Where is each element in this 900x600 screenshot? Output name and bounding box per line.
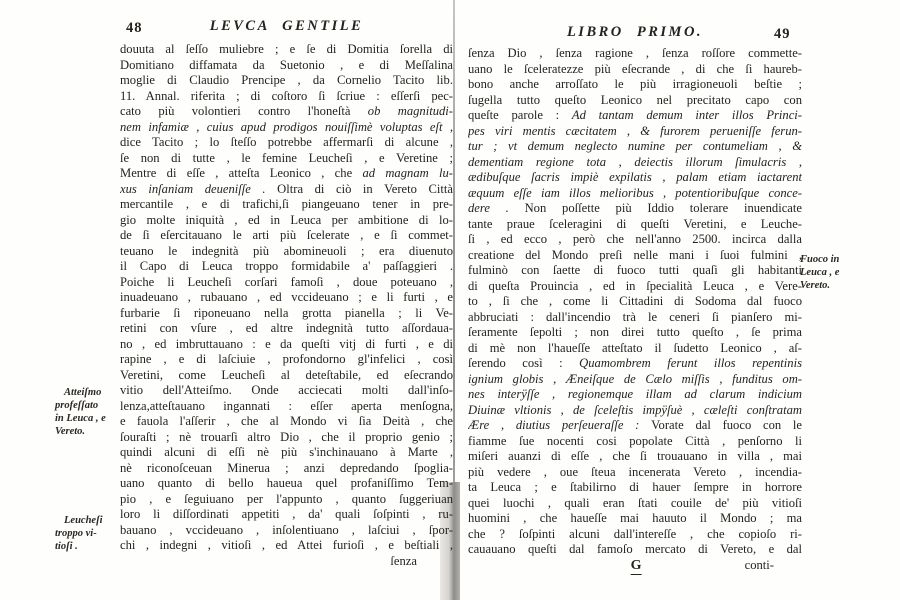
text-line xyxy=(468,170,802,186)
italic-passage: pes viri mentis cæcitatem , & furorem perueniſſe ferun- xyxy=(468,123,802,138)
right-page-footer xyxy=(468,558,802,574)
text-line xyxy=(120,445,453,461)
roman-passage: vitio dell'Atteiſmo. Onde acciecati molti dall'inſo- xyxy=(120,383,453,397)
roman-passage: bauano , vccideuano , inſolentiuano , laſciui , ſpor- xyxy=(120,522,453,537)
italic-passage: Ad tantam demum inter illos Princi- xyxy=(571,108,802,122)
roman-passage: cauauano queſti dal famoſo mercato di Vereto, e dal xyxy=(468,542,802,556)
text-line xyxy=(468,372,802,388)
roman-passage: nè riconoſceuan Minerua ; anzi depredando ſpoglia- xyxy=(120,460,453,475)
right-page-number: 49 xyxy=(774,26,791,42)
margin-note-line: troppo vi- xyxy=(55,528,97,539)
roman-passage: Non poſſette più Iddio tolerare inuendicate xyxy=(508,201,802,215)
roman-passage: fiamme ſue nocenti cosi popolate Città , penſorno li xyxy=(468,433,802,448)
text-line xyxy=(468,480,802,496)
roman-passage: teuano le indegnità più abomineuoli ; era diuenuto xyxy=(120,243,453,258)
roman-passage: e fauola l'aſſerir , che al Mondo vi ſia Deità , che xyxy=(120,414,453,428)
text-line xyxy=(120,321,453,337)
text-line xyxy=(468,201,802,217)
text-line xyxy=(468,217,802,233)
roman-passage: Oltra di ciò in Vereto Città xyxy=(265,181,453,196)
roman-passage: quindi alcuni di eſſi nè più s'inchinauano à Marte , xyxy=(120,445,453,459)
roman-passage: furbarie ſi riponeuano nella grotta pianella ; li Ve- xyxy=(120,305,453,320)
text-line xyxy=(468,62,802,78)
text-line xyxy=(120,104,453,120)
roman-passage: miſeri auanzi di eſſe , che ſi trouauano in villa , mai xyxy=(468,449,802,463)
text-line xyxy=(468,449,802,465)
margin-note-line: Vereto. xyxy=(800,280,831,291)
roman-passage: Vorate dal fuoco con le xyxy=(651,418,802,432)
margin-note xyxy=(55,514,121,553)
italic-passage: nes interÿſſe , regionemque illam ad clarum indicium xyxy=(468,387,802,401)
text-line xyxy=(120,476,453,492)
roman-passage: fulminò con ſaette di fuoco tutti quaſi gli habitanti xyxy=(468,263,802,277)
italic-passage: tur ; vt demum neglecto numine per contumeliam , & xyxy=(468,139,802,153)
text-line xyxy=(468,325,802,341)
text-line xyxy=(468,527,802,543)
left-page-text-block xyxy=(120,42,453,554)
text-line xyxy=(120,89,453,105)
text-line xyxy=(120,244,453,260)
text-line xyxy=(468,279,802,295)
text-line xyxy=(120,306,453,322)
text-line xyxy=(120,135,453,151)
roman-passage: de ſi eſercitauano le arti più ſcelerate , e ſi commet- xyxy=(120,228,453,242)
text-line xyxy=(468,341,802,357)
roman-passage: loro li diſſordinati appetiti , da' quali ſoſpinti , ru- xyxy=(120,507,453,521)
margin-note-line: Vereto. xyxy=(55,426,86,437)
roman-passage: huomini , che haueſſe mai hauuto il Mondo ; ma xyxy=(468,511,802,525)
margin-note xyxy=(800,253,874,292)
roman-passage: ſenza Dio , ſenza ragione , ſenza roſſore commette- xyxy=(468,46,802,60)
roman-passage: ſe non di tutte , le femine Leucheſi , e Veretine ; xyxy=(120,150,453,165)
text-line xyxy=(120,42,453,58)
right-page-text-block xyxy=(468,46,802,558)
roman-passage: retini con vſure , ed altre indegnità tutto aſſordaua- xyxy=(120,321,453,335)
text-line xyxy=(468,232,802,248)
text-line xyxy=(468,310,802,326)
roman-passage: dice Tacito ; lo ſteſſo potrebbe affermarſi di alcune , xyxy=(120,135,453,149)
roman-passage: ſerendo così : xyxy=(468,356,580,370)
text-line xyxy=(468,139,802,155)
text-line xyxy=(120,290,453,306)
roman-passage: Domitiano diffamata da Suetonio , e di Meſſalina xyxy=(120,57,453,72)
roman-passage: che ? ſoſpinti alcuni dall'intereſſe , che copioſo ri- xyxy=(468,526,802,541)
roman-passage: cato più volontieri contro l'honeſtà xyxy=(120,104,368,118)
roman-passage: chi , indegni , vitioſi , ed Attei furioſi , e beſtiali , xyxy=(120,538,453,552)
text-line xyxy=(120,368,453,384)
roman-passage: creatione del Mondo preſi nelle mani i ſuoi fulmini , xyxy=(468,247,802,262)
roman-passage: to , ſi che , come li Cittadini di Sodoma dal fuoco xyxy=(468,294,802,308)
text-line xyxy=(120,337,453,353)
roman-passage: uano quanto di bello haueua quel profaniſſimo Tem- xyxy=(120,476,453,490)
margin-note-line: tioſi . xyxy=(55,541,78,552)
text-line xyxy=(468,418,802,434)
roman-passage: mercantile , e di trafichi,ſi piangeuano tener in pre- xyxy=(120,197,453,211)
text-line xyxy=(468,77,802,93)
text-line xyxy=(120,120,453,136)
left-running-header: LEVCA GENTILE xyxy=(209,18,364,34)
text-line xyxy=(120,430,453,446)
roman-passage: ta Leuca ; e ſtabilirno di hauer ſempre in horrore xyxy=(468,480,802,494)
italic-passage: ad magnam lu- xyxy=(362,166,453,180)
text-line xyxy=(468,263,802,279)
text-line xyxy=(120,151,453,167)
roman-passage: il Capo di Leuca troppo formidabile a' paſſaggieri . xyxy=(120,259,453,273)
italic-passage: dere . xyxy=(468,201,509,215)
margin-note-line: Leucheſi xyxy=(64,515,103,526)
roman-passage: no , ed imbruttauano : e da queſti vitj di furti , e di xyxy=(120,336,453,351)
italic-passage: dementiam regione tota , deiectis illorum ſimulacris , xyxy=(468,154,802,169)
text-line xyxy=(468,294,802,310)
roman-passage: quei luochi , quali eran ſtati couile de' più vitioſi xyxy=(468,495,802,510)
italic-passage: Ære , diutius perſeueraſſe : xyxy=(468,418,652,432)
roman-passage: ſi , ed ecco , però che nell'anno 2500. incirca dalla xyxy=(468,232,802,246)
roman-passage: moglie di Claudio Prencipe , da Cornelio Tacito lib. xyxy=(120,73,453,87)
right-catchword: conti- xyxy=(744,558,774,572)
text-line xyxy=(468,108,802,124)
text-line xyxy=(120,166,453,182)
text-line xyxy=(468,356,802,372)
roman-passage: lenza,atteſtauano ingannati : eſſer aperta menſogna, xyxy=(120,398,453,413)
roman-passage: Poiche li Leucheſi corſari famoſi , doue poteuano , xyxy=(120,274,453,289)
roman-passage: queſte parole : xyxy=(468,108,572,122)
text-line xyxy=(120,538,453,554)
roman-passage: ſeramente ſepolti ; non direi tutto queſto , ſe prima xyxy=(468,325,802,339)
text-line xyxy=(120,492,453,508)
text-line xyxy=(120,461,453,477)
roman-passage: rapine , e di laſciuie , profondorno gl'infelici , così xyxy=(120,352,453,366)
roman-passage: di mè non l'haueſſe atteſtato il ſudetto Leonico , aſ- xyxy=(468,340,802,355)
margin-note-line: Atteiſmo xyxy=(64,387,102,398)
italic-passage: ignium globis , Æneiſque de Cælo miſſis , funditus om- xyxy=(468,371,802,386)
text-line xyxy=(120,414,453,430)
margin-note-line: in Leuca , e xyxy=(55,413,106,424)
text-line xyxy=(468,511,802,527)
text-line xyxy=(120,228,453,244)
text-line xyxy=(468,248,802,264)
left-catchword xyxy=(120,554,453,569)
text-line xyxy=(120,275,453,291)
text-line xyxy=(468,387,802,403)
text-line xyxy=(468,434,802,450)
roman-passage: ſouraſti ; nè trouarſi altro Dio , che il proprio genio ; xyxy=(120,429,453,444)
roman-passage: douuta al ſeſſo muliebre ; e ſe di Domitia ſorella di xyxy=(120,42,453,56)
margin-note-line: Leuca , e xyxy=(800,267,840,278)
italic-passage: ædibuſque ſacris impiè expilatis , palam etiam iactarent xyxy=(468,170,802,184)
text-line xyxy=(120,507,453,523)
text-line xyxy=(120,523,453,539)
text-line xyxy=(468,403,802,419)
roman-passage: tante praue ſceleragini di queſti Veretini, e Leuche- xyxy=(468,216,802,231)
roman-passage: ſugella tutto queſto Leonico nel precitato capo con xyxy=(468,92,802,107)
text-line xyxy=(120,399,453,415)
text-line xyxy=(120,352,453,368)
text-line xyxy=(468,46,802,62)
text-line xyxy=(468,186,802,202)
italic-passage: Diuinæ vltionis , de ſceleſtis impÿſuè , cæleſti conſtratam xyxy=(468,402,802,417)
text-line xyxy=(120,58,453,74)
italic-passage: nem infamiæ , cuius apud prodigos nouiſſimè voluptas eſt , xyxy=(120,119,453,134)
roman-passage: inuadeuano , rubauano , ed vccideuano ; e li furti , e xyxy=(120,290,453,304)
italic-passage: æquum eſſe iam illos melioribus , potentioribuſque conce- xyxy=(468,185,802,200)
right-running-header: LIBRO PRIMO. xyxy=(566,24,704,40)
text-line xyxy=(120,73,453,89)
catchword-text: ſenza xyxy=(390,554,417,568)
text-line xyxy=(468,542,802,558)
roman-passage: Mentre di eſſe , atteſta Leonico , che xyxy=(120,166,363,180)
text-line xyxy=(468,124,802,140)
text-line xyxy=(120,197,453,213)
text-line xyxy=(468,93,802,109)
roman-passage: gio molte iniquità , ed in Leuca per ambitione di lo- xyxy=(120,212,453,227)
roman-passage: Veretini, come Leucheſi al deteſtabile, ed eſecrando xyxy=(120,367,453,382)
text-line xyxy=(120,383,453,399)
roman-passage: abbruciati : dall'incendio trà le ceneri ſi pianſero mi- xyxy=(468,309,802,324)
margin-note-line: Fuoco in xyxy=(800,254,840,265)
roman-passage: bono anche arroſſato le più irragioneuoli beſtie ; xyxy=(468,77,802,91)
signature-mark: G xyxy=(630,558,642,573)
roman-passage: più vedere , oue ſteua incenerata Vereto , incendia- xyxy=(468,464,802,479)
text-line xyxy=(468,155,802,171)
italic-passage: ob magnitudi- xyxy=(367,104,453,118)
text-line xyxy=(468,496,802,512)
left-page-number: 48 xyxy=(126,20,143,36)
italic-passage: Quamombrem ferunt illos repentinis xyxy=(579,356,802,370)
italic-passage: xus inſaniam deueniſſe . xyxy=(120,181,266,196)
text-line xyxy=(120,182,453,198)
roman-passage: 11. Annal. riferita ; di coſtoro ſi ſcriue : eſſerſi pec- xyxy=(120,88,453,103)
roman-passage: di queſta Prouincia , ed in ſpecialità Leuca , e Vere- xyxy=(468,278,802,293)
roman-passage: uano le ſceleratezze più eſecrande , di che ſi haureb- xyxy=(468,61,802,76)
margin-note-line: profeſſato xyxy=(55,400,99,411)
roman-passage: pio , e ſeguiuano per l'appunto , quanto ſuggeriuan xyxy=(120,491,453,506)
margin-note xyxy=(55,386,121,438)
text-line xyxy=(120,259,453,275)
text-line xyxy=(120,213,453,229)
text-line xyxy=(468,465,802,481)
